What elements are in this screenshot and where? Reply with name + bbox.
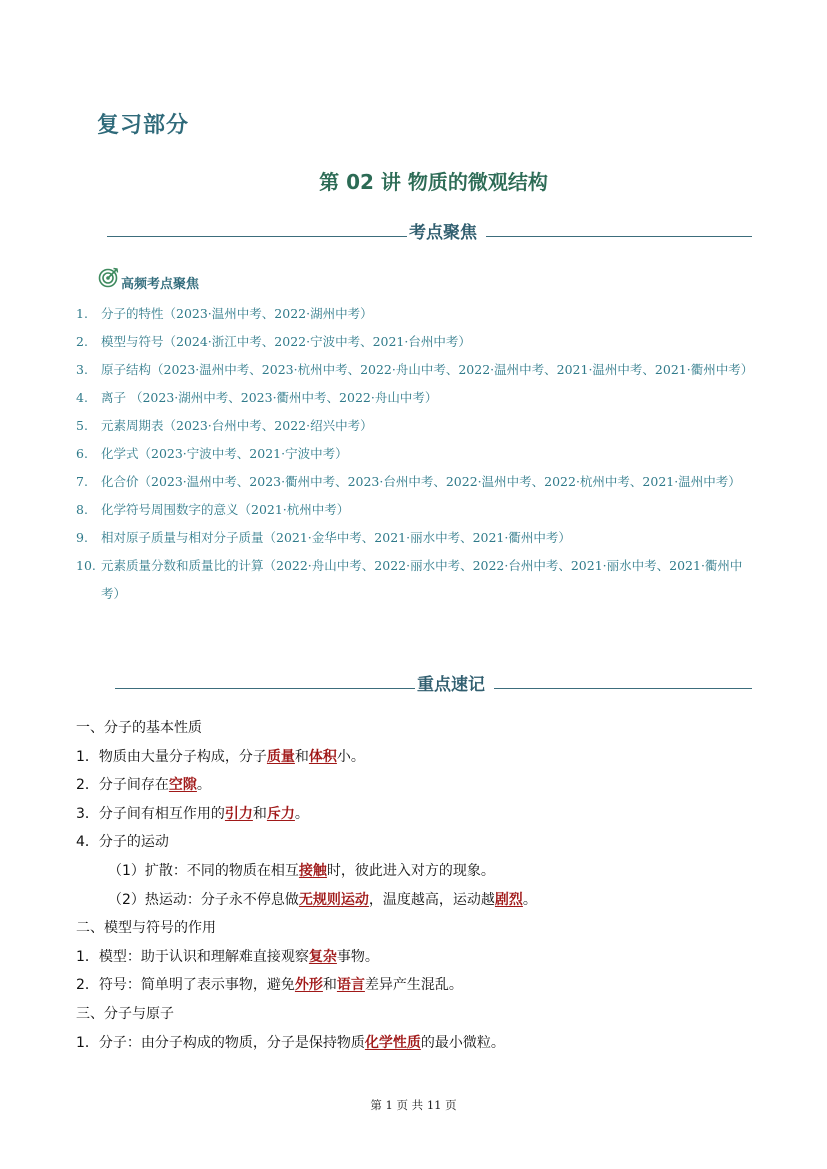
note-highlight: 复杂 <box>308 948 337 965</box>
note-text: 事物。 <box>336 948 379 965</box>
list-item-text: 化学式（2023·宁波中考、2021·宁波中考） <box>101 446 348 461</box>
list-item <box>76 356 756 384</box>
list-item-text: 离子 （2023·湖州中考、2023·衢州中考、2022·舟山中考） <box>101 390 438 405</box>
list-item-text: 化学符号周围数字的意义（2021·杭州中考） <box>101 502 350 517</box>
list-item-text: 模型与符号（2024·浙江中考、2022·宁波中考、2021·台州中考） <box>101 334 471 349</box>
divider-line-left <box>107 236 407 237</box>
divider-line-right <box>494 688 752 689</box>
note-text: 1．分子：由分子构成的物质，分子是保持物质 <box>76 1034 365 1051</box>
list-item-text: 元素周期表（2023·台州中考、2022·绍兴中考） <box>101 418 373 433</box>
list-item-text: 分子的特性（2023·温州中考、2022·湖州中考） <box>101 306 373 321</box>
list-item-number: 9. <box>76 530 88 545</box>
list-item-text: 元素质量分数和质量比的计算（2022·舟山中考、2022·丽水中考、2022·台州中考、2021·丽水中考、2021·衢州中考） <box>101 558 743 601</box>
divider-zhongdian-title: 重点速记 <box>417 675 485 695</box>
note-line: 4．分子的运动 <box>76 834 169 851</box>
note-highlight: 无规则运动 <box>298 891 369 908</box>
note-line <box>76 886 766 915</box>
note-line <box>76 971 766 1000</box>
list-item-number: 6. <box>76 446 88 461</box>
section-label: 复习部分 <box>97 113 190 138</box>
note-text: 和 <box>322 977 337 994</box>
note-highlight: 质量 <box>266 748 295 765</box>
list-item-number: 2. <box>76 334 88 349</box>
note-line <box>76 800 766 829</box>
note-line <box>76 1029 766 1058</box>
note-highlight: 剧烈 <box>494 891 523 908</box>
list-item <box>76 300 756 328</box>
note-text: 。 <box>294 805 309 822</box>
note-text: 差异产生混乱。 <box>364 977 463 994</box>
note-heading: 三、分子与原子 <box>76 1005 174 1022</box>
note-highlight: 外形 <box>294 977 323 994</box>
list-item <box>76 552 756 608</box>
note-text: 1．物质由大量分子构成，分子 <box>76 748 267 765</box>
list-item <box>76 440 756 468</box>
note-highlight: 空隙 <box>168 777 197 794</box>
note-text: 小。 <box>336 748 365 765</box>
note-highlight: 接触 <box>298 862 327 879</box>
note-highlight: 语言 <box>336 977 365 994</box>
note-highlight: 体积 <box>308 748 337 765</box>
note-heading: 一、分子的基本性质 <box>76 720 202 736</box>
topic-list <box>76 300 756 608</box>
note-text: 2．符号：简单明了表示事物，避免 <box>76 977 295 994</box>
target-icon <box>98 266 120 292</box>
note-highlight: 化学性质 <box>364 1034 421 1051</box>
list-item-number: 10. <box>76 558 96 573</box>
note-text: 和 <box>294 748 309 765</box>
note-text: 2．分子间存在 <box>76 777 169 794</box>
list-item <box>76 412 756 440</box>
note-highlight: 引力 <box>224 805 253 822</box>
page-footer: 第 1 页 共 11 页 <box>370 1098 457 1112</box>
divider-line-left <box>115 688 415 689</box>
note-text: 的最小微粒。 <box>420 1034 505 1051</box>
list-item <box>76 384 756 412</box>
divider-line-right <box>486 236 752 237</box>
note-text: 。 <box>522 891 537 908</box>
note-text: 3．分子间有相互作用的 <box>76 805 225 822</box>
list-item-text: 化合价（2023·温州中考、2023·衢州中考、2023·台州中考、2022·温州中考、2022·杭州中考、2021·温州中考） <box>101 474 741 489</box>
note-line <box>76 857 766 886</box>
list-item-text: 相对原子质量与相对分子质量（2021·金华中考、2021·丽水中考、2021·衢州中考） <box>101 530 571 545</box>
freq-heading <box>98 265 199 292</box>
list-item <box>76 468 756 496</box>
freq-heading-label: 高频考点聚焦 <box>121 277 200 292</box>
notes-body <box>76 714 766 1057</box>
note-text: （1）扩散：不同的物质在相互 <box>108 862 299 879</box>
list-item <box>76 524 756 552</box>
note-line <box>76 743 766 772</box>
note-text: 1．模型：助于认识和理解难直接观察 <box>76 948 309 965</box>
note-highlight: 斥力 <box>266 805 295 822</box>
list-item-number: 5. <box>76 418 88 433</box>
list-item <box>76 328 756 356</box>
list-item-number: 1. <box>76 306 88 321</box>
note-text: 时，彼此进入对方的现象。 <box>326 862 495 879</box>
divider-kaodian-title: 考点聚焦 <box>409 223 477 243</box>
note-line <box>76 771 766 800</box>
list-item-text: 原子结构（2023·温州中考、2023·杭州中考、2022·舟山中考、2022·温州中考、2021·温州中考、2021·衢州中考） <box>101 362 754 377</box>
note-heading: 二、模型与符号的作用 <box>76 920 216 937</box>
note-text: ，温度越高，运动越 <box>368 891 495 908</box>
list-item <box>76 496 756 524</box>
note-text: 。 <box>196 777 211 794</box>
list-item-number: 3. <box>76 362 88 377</box>
note-line <box>76 943 766 972</box>
note-text: 和 <box>252 805 267 822</box>
list-item-number: 4. <box>76 390 88 405</box>
lecture-title: 第 02 讲 物质的微观结构 <box>319 170 548 194</box>
note-text: （2）热运动：分子永不停息做 <box>108 891 299 908</box>
list-item-number: 7. <box>76 474 88 489</box>
list-item-number: 8. <box>76 502 88 517</box>
